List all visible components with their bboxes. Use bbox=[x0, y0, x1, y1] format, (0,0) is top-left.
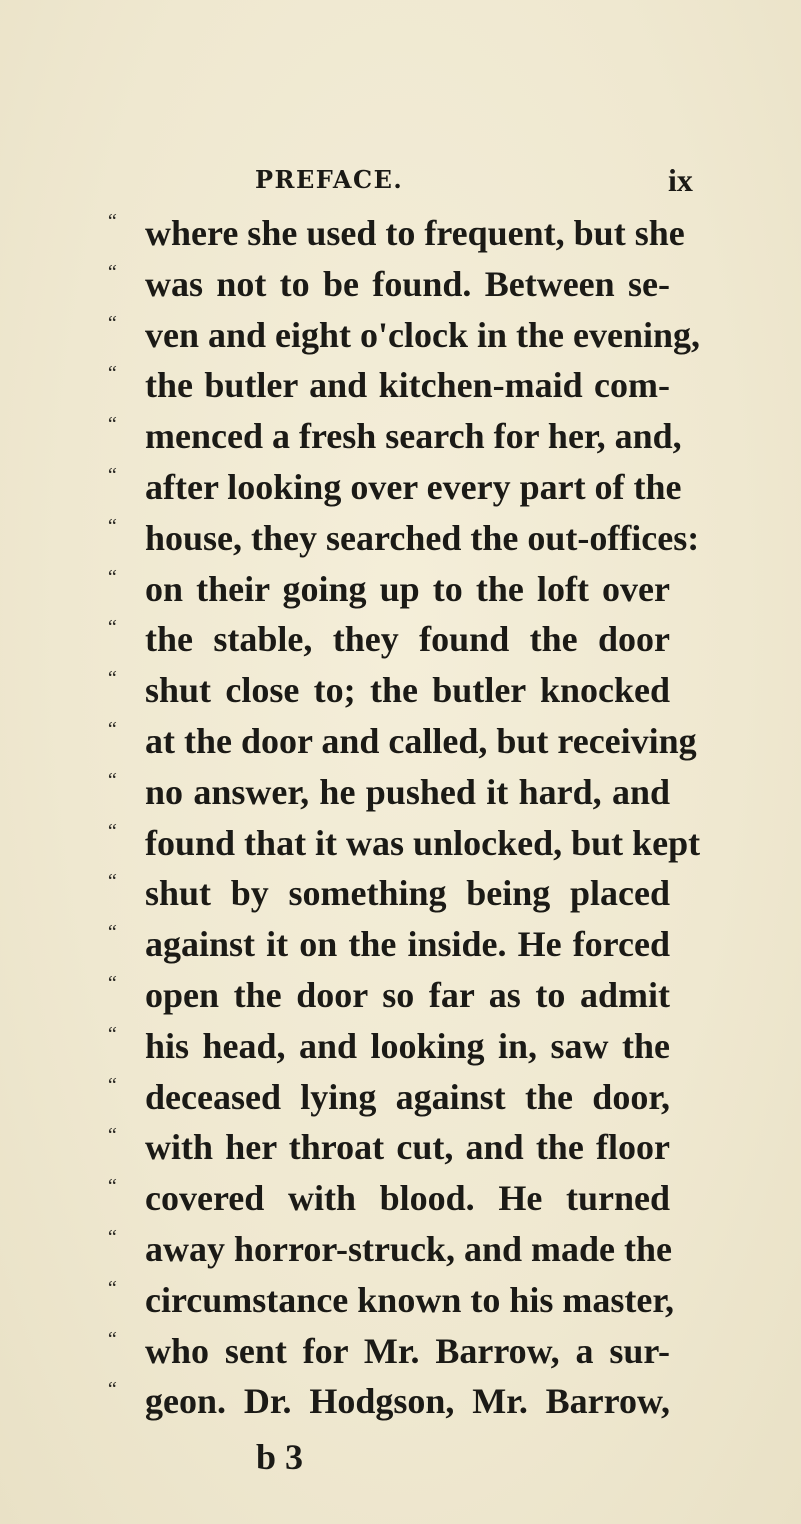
text-line bbox=[0, 1173, 801, 1224]
body-text bbox=[0, 208, 801, 1427]
text-line bbox=[0, 767, 801, 818]
quote-mark: “ bbox=[106, 921, 118, 944]
quote-mark: “ bbox=[106, 616, 118, 639]
quote-mark: “ bbox=[106, 565, 118, 588]
text-line bbox=[0, 310, 801, 361]
quote-mark: “ bbox=[106, 210, 118, 232]
signature-mark: b 3 bbox=[256, 1437, 304, 1477]
running-head: PREFACE. bbox=[255, 165, 404, 194]
line-text: covered with blood. He turned bbox=[145, 1178, 670, 1219]
quote-mark: “ bbox=[106, 768, 118, 791]
quote-mark: “ bbox=[106, 463, 118, 486]
line-text: was not to be found. Between se- bbox=[145, 263, 670, 304]
quote-mark: “ bbox=[106, 1378, 118, 1401]
quote-mark: “ bbox=[106, 971, 118, 994]
line-text: where she used to frequent, but she bbox=[145, 213, 685, 253]
line-text: his head, and looking in, saw the bbox=[145, 1025, 670, 1066]
text-line bbox=[0, 513, 801, 564]
text-line bbox=[0, 970, 801, 1021]
line-text: the butler and kitchen-maid com- bbox=[145, 365, 670, 406]
text-line bbox=[0, 360, 801, 411]
line-text: shut close to; the butler knocked bbox=[145, 670, 670, 711]
text-line bbox=[0, 259, 801, 310]
line-text: circumstance known to his master, bbox=[145, 1279, 674, 1320]
page-header bbox=[0, 160, 801, 200]
text-line bbox=[0, 818, 801, 869]
quote-mark: “ bbox=[106, 1327, 118, 1350]
line-text: geon. Dr. Hodgson, Mr. Barrow, bbox=[145, 1381, 670, 1422]
line-text: no answer, he pushed it hard, and bbox=[145, 771, 670, 812]
text-line bbox=[0, 1326, 801, 1377]
quote-mark: “ bbox=[106, 819, 118, 842]
text-line bbox=[0, 1275, 801, 1326]
line-text: against it on the inside. He forced bbox=[145, 924, 670, 965]
quote-mark: “ bbox=[106, 1124, 118, 1147]
quote-mark: “ bbox=[106, 1022, 118, 1045]
text-line bbox=[0, 1122, 801, 1173]
line-text: shut by something being placed bbox=[145, 873, 670, 914]
quote-mark: “ bbox=[106, 1073, 118, 1096]
text-line bbox=[0, 614, 801, 665]
line-text: ven and eight o'clock in the evening, bbox=[145, 314, 701, 355]
quote-mark: “ bbox=[106, 514, 118, 537]
quote-mark: “ bbox=[106, 311, 118, 334]
text-line bbox=[0, 665, 801, 716]
quote-mark: “ bbox=[106, 717, 118, 740]
line-text: house, they searched the out-offices: bbox=[145, 517, 700, 558]
line-text: after looking over every part of the bbox=[145, 466, 682, 507]
line-text: who sent for Mr. Barrow, a sur- bbox=[145, 1330, 670, 1371]
text-line bbox=[0, 1072, 801, 1123]
line-text: menced a fresh search for her, and, bbox=[145, 416, 682, 457]
quote-mark: “ bbox=[106, 260, 118, 283]
text-line bbox=[0, 208, 801, 259]
line-text: deceased lying against the door, bbox=[145, 1076, 670, 1117]
text-line bbox=[0, 411, 801, 462]
text-line bbox=[0, 1376, 801, 1427]
line-text: with her throat cut, and the floor bbox=[145, 1127, 670, 1168]
quote-mark: “ bbox=[106, 667, 118, 690]
text-line bbox=[0, 919, 801, 970]
quote-mark: “ bbox=[106, 1276, 118, 1299]
quote-mark: “ bbox=[106, 362, 118, 385]
text-line bbox=[0, 716, 801, 767]
line-text: at the door and called, but receiving bbox=[145, 720, 697, 761]
line-text: found that it was unlocked, but kept bbox=[145, 822, 701, 863]
text-line bbox=[0, 462, 801, 513]
quote-mark: “ bbox=[106, 413, 118, 436]
quote-mark: “ bbox=[106, 870, 118, 893]
text-line bbox=[0, 564, 801, 615]
line-text: the stable, they found the door bbox=[145, 619, 670, 660]
text-line bbox=[0, 1224, 801, 1275]
quote-mark: “ bbox=[106, 1225, 118, 1248]
line-text: open the door so far as to admit bbox=[145, 974, 670, 1015]
line-text: on their going up to the loft over bbox=[145, 568, 670, 609]
text-line bbox=[0, 868, 801, 919]
page-number: ix bbox=[668, 162, 693, 198]
text-line bbox=[0, 1021, 801, 1072]
quote-mark: “ bbox=[106, 1175, 118, 1198]
line-text: away horror-struck, and made the bbox=[145, 1228, 672, 1269]
